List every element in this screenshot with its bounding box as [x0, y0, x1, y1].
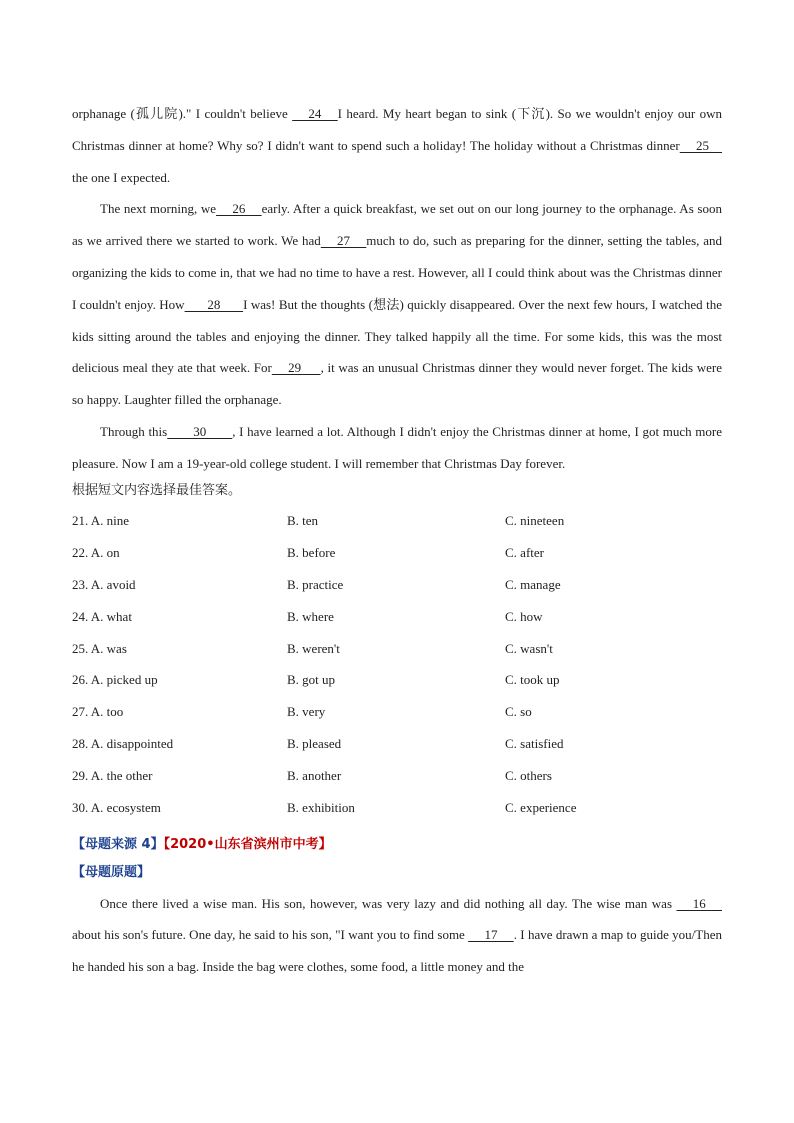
- source-label: 【母题来源 4】: [72, 836, 164, 852]
- option-c: C. wasn't: [505, 640, 553, 656]
- option-b: B. ten: [287, 513, 319, 529]
- text: The next morning, we: [100, 201, 217, 217]
- text: . I have drawn a map to guide you/Then he handed his son a bag. Inside the bag were clothes, some food, a little money and the: [72, 927, 723, 975]
- option-b: B. another: [287, 767, 342, 783]
- option-c: C. how: [505, 608, 543, 624]
- source-heading: [72, 832, 722, 858]
- passage1-paragraph-1: [72, 98, 722, 193]
- option-c: C. manage: [505, 577, 561, 593]
- option-row-22: [72, 537, 722, 569]
- instruction: 根据短文内容选择最佳答案。: [72, 482, 242, 498]
- blank-28: 28: [184, 296, 244, 312]
- text: I was! But the thoughts (想法) quickly disappeared. Over the next few hours, I watched the kids sitting around the tables and enjoying the dinner. They talked happily all the time. For some kids, this was the most delicious meal they ate that week. For: [72, 296, 722, 376]
- option-a: 26. A. picked up: [72, 672, 158, 688]
- blank-16: 16: [676, 895, 722, 911]
- text: I heard. My heart began to sink (下沉). So we wouldn't enjoy our own Christmas dinner at home? Why so? I didn't want to spend such a holiday! The holiday without a Christmas dinner: [72, 106, 722, 153]
- option-a: 24. A. what: [72, 608, 132, 624]
- blank-29: 29: [271, 360, 321, 376]
- option-c: C. nineteen: [505, 513, 565, 529]
- section-title: 【母题原题】: [72, 864, 151, 880]
- option-b: B. practice: [287, 577, 344, 593]
- passage1-paragraph-3: [72, 416, 722, 480]
- text: , I have learned a lot. Although I didn't enjoy the Christmas dinner at home, I got much more pleasure. Now I am a 19-year-old college student. I will remember that Christmas Day forever.: [72, 423, 722, 471]
- option-b: B. before: [287, 545, 336, 561]
- option-a: 23. A. avoid: [72, 577, 136, 593]
- option-c: C. experience: [505, 799, 577, 815]
- option-row-25: [72, 633, 722, 665]
- option-row-28: [72, 728, 722, 760]
- option-b: B. got up: [287, 672, 336, 688]
- option-c: C. after: [505, 545, 544, 561]
- passage2-paragraph-1: [72, 888, 722, 983]
- option-row-29: [72, 760, 722, 792]
- text: Through this: [100, 423, 168, 439]
- option-a: 27. A. too: [72, 704, 124, 720]
- blank-26: 26: [216, 201, 262, 217]
- blank-27: 27: [320, 233, 367, 249]
- text: orphanage (孤儿院)." I couldn't believe: [72, 106, 293, 121]
- text: early. After a quick breakfast, we set out on our long journey to the orphanage. As soon as we arrived there we started to work. We had: [72, 201, 722, 249]
- option-a: 28. A. disappointed: [72, 736, 174, 752]
- text: much to do, such as preparing for the dinner, setting the tables, and organizing the kids to come in, that we had no time to have a rest. However, all I could think about was the Christmas dinner I couldn't enjoy. How: [72, 233, 722, 312]
- text: about his son's future. One day, he said to his son, "I want you to find some: [72, 927, 469, 943]
- option-row-26: [72, 665, 722, 697]
- option-a: 21. A. nine: [72, 513, 130, 529]
- option-row-21: [72, 506, 722, 538]
- option-b: B. exhibition: [287, 799, 355, 815]
- option-a: 22. A. on: [72, 545, 120, 561]
- option-c: C. took up: [505, 672, 560, 688]
- option-a: 29. A. the other: [72, 767, 153, 783]
- option-c: C. satisfied: [505, 736, 564, 752]
- blank-30: 30: [167, 423, 233, 439]
- blank-25: 25: [679, 137, 722, 153]
- option-a: 30. A. ecosystem: [72, 799, 161, 815]
- options-list: [72, 506, 722, 824]
- option-c: C. so: [505, 704, 532, 720]
- text: the one I expected.: [72, 169, 171, 185]
- source-origin: 【2020•山东省滨州市中考】: [163, 836, 332, 852]
- option-row-23: [72, 569, 722, 601]
- option-b: B. pleased: [287, 736, 342, 752]
- option-a: 25. A. was: [72, 640, 127, 656]
- text: , it was an unusual Christmas dinner they would never forget. The kids were so happy. Laughter filled the orphanage.: [72, 360, 722, 408]
- blank-24: 24: [292, 106, 338, 121]
- blank-17: 17: [468, 927, 514, 943]
- option-b: B. very: [287, 704, 326, 720]
- option-b: B. where: [287, 608, 334, 624]
- option-row-27: [72, 696, 722, 728]
- option-row-24: [72, 601, 722, 633]
- option-row-30: [72, 792, 722, 824]
- option-b: B. weren't: [287, 640, 340, 656]
- option-c: C. others: [505, 767, 552, 783]
- text: Once there lived a wise man. His son, however, was very lazy and did nothing all day. The wise man was: [100, 895, 677, 911]
- passage1-paragraph-2: [72, 193, 722, 416]
- document-content: [72, 98, 722, 983]
